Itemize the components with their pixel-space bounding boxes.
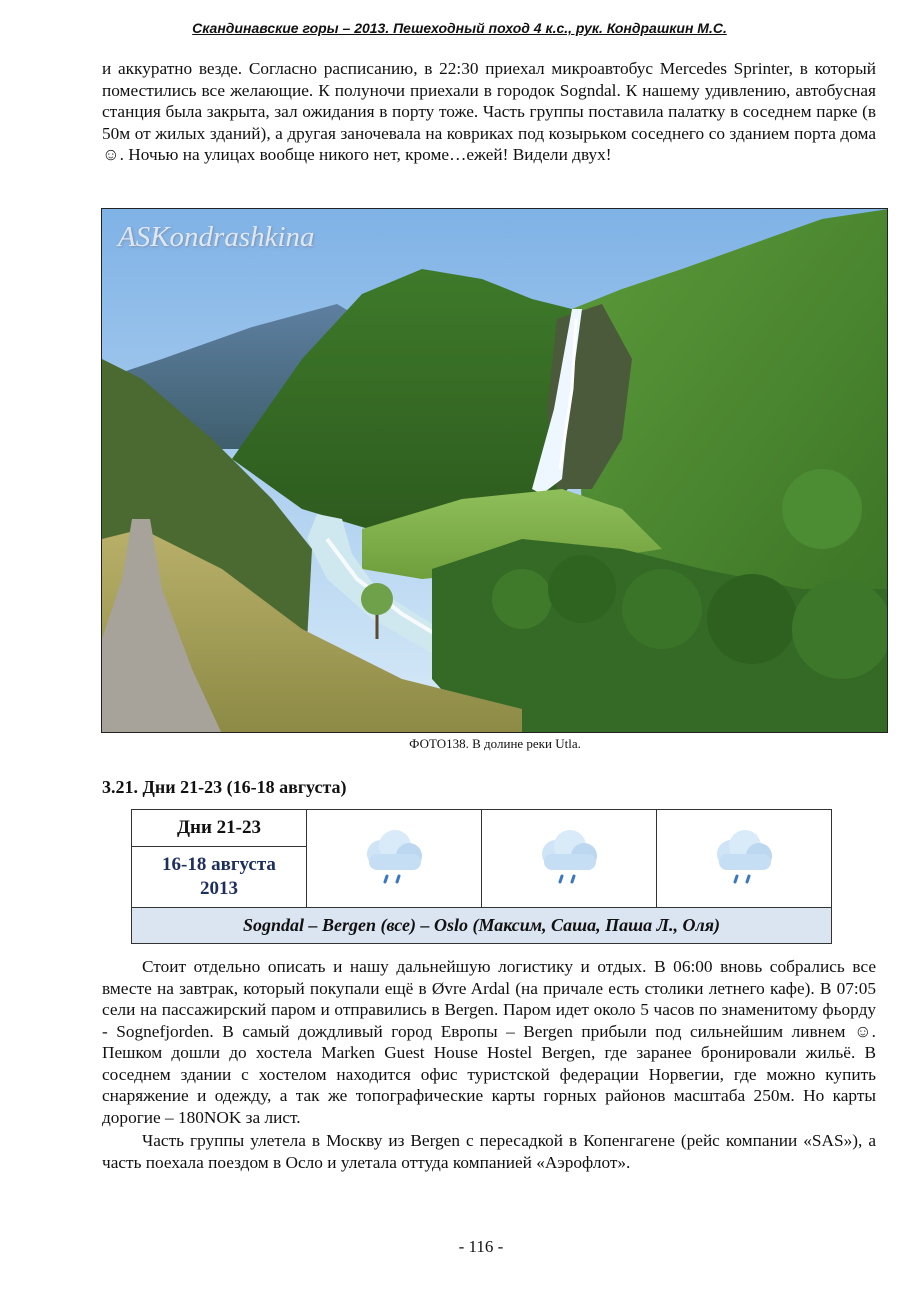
dates-line-1: 16-18 августа (162, 854, 276, 875)
days-cell: Дни 21-23 (132, 810, 307, 847)
photo-caption: ФОТО138. В долине реки Utla. (409, 736, 581, 751)
page-number: - 116 - (458, 1237, 504, 1256)
weather-cell-3 (656, 810, 831, 908)
rain-cloud-icon (359, 824, 429, 888)
rain-cloud-icon (709, 824, 779, 888)
weather-table (131, 809, 832, 944)
intro-paragraph: и аккуратно везде. Согласно расписанию, в 22:30 приехал микроавтобус Mercedes Sprinter, в который поместились все желающие. К полуночи приехали в городок Sogndal. К нашему удивлению, автобусная станция была закрыта, зал ожидания в порту тоже. Часть группы поставила палатку в соседнем парке (в 50м от жилых зданий), а другая заночевала на ковриках под козырьком соседнего со зданием порта дома ☺. Ночью на улицах вообще никого нет, кроме…ежей! Видели двух! (102, 59, 876, 164)
dates-cell (132, 847, 307, 908)
landscape-photo (101, 208, 888, 733)
return-paragraph: Часть группы улетела в Москву из Bergen с пересадкой в Копенгагене (рейс компании «SAS»), а часть поехала поездом в Осло и улетала оттуда компанией «Аэрофлот». (102, 1131, 876, 1172)
weather-cell-1 (306, 810, 481, 908)
dates-line-2: 2013 (199, 878, 238, 899)
running-header: Скандинавские горы – 2013. Пешеходный поход 4 к.с., рук. Кондрашкин М.С. (192, 20, 727, 36)
logistics-paragraph: Стоит отдельно описать и нашу дальнейшую логистику и отдых. В 06:00 вновь собрались все вместе на завтрак, который покупали ещё в Øvre Ardal (на причале есть столики летнего кафе). В 07:05 сели на пассажирский паром и отправились в Bergen. Паром идет около 5 часов по знаменитому фьорду - Sognefjorden. В самый дождливый город Европы – Bergen прибыли под сильнейшим ливнем ☺. Пешком дошли до хостела Marken Guest House Hostel Bergen, где заранее бронировали жильё. В соседнем здании с хостелом находится офис туристской федерации Норвегии, где можно купить снаряжение и одежду, а так же топографические карты горных районов масштаба 250м. Но карты дорогие – 180NOK за лист. (102, 957, 876, 1127)
weather-cell-2 (481, 810, 656, 908)
route-cell: Sogndal – Bergen (все) – Oslo (Максим, Саша, Паша Л., Оля) (132, 908, 832, 944)
photo-watermark: ASKondrashkina (118, 221, 315, 253)
section-heading: 3.21. Дни 21-23 (16-18 августа) (102, 777, 347, 797)
valley-waterfall-illustration (102, 209, 888, 733)
rain-cloud-icon (534, 824, 604, 888)
